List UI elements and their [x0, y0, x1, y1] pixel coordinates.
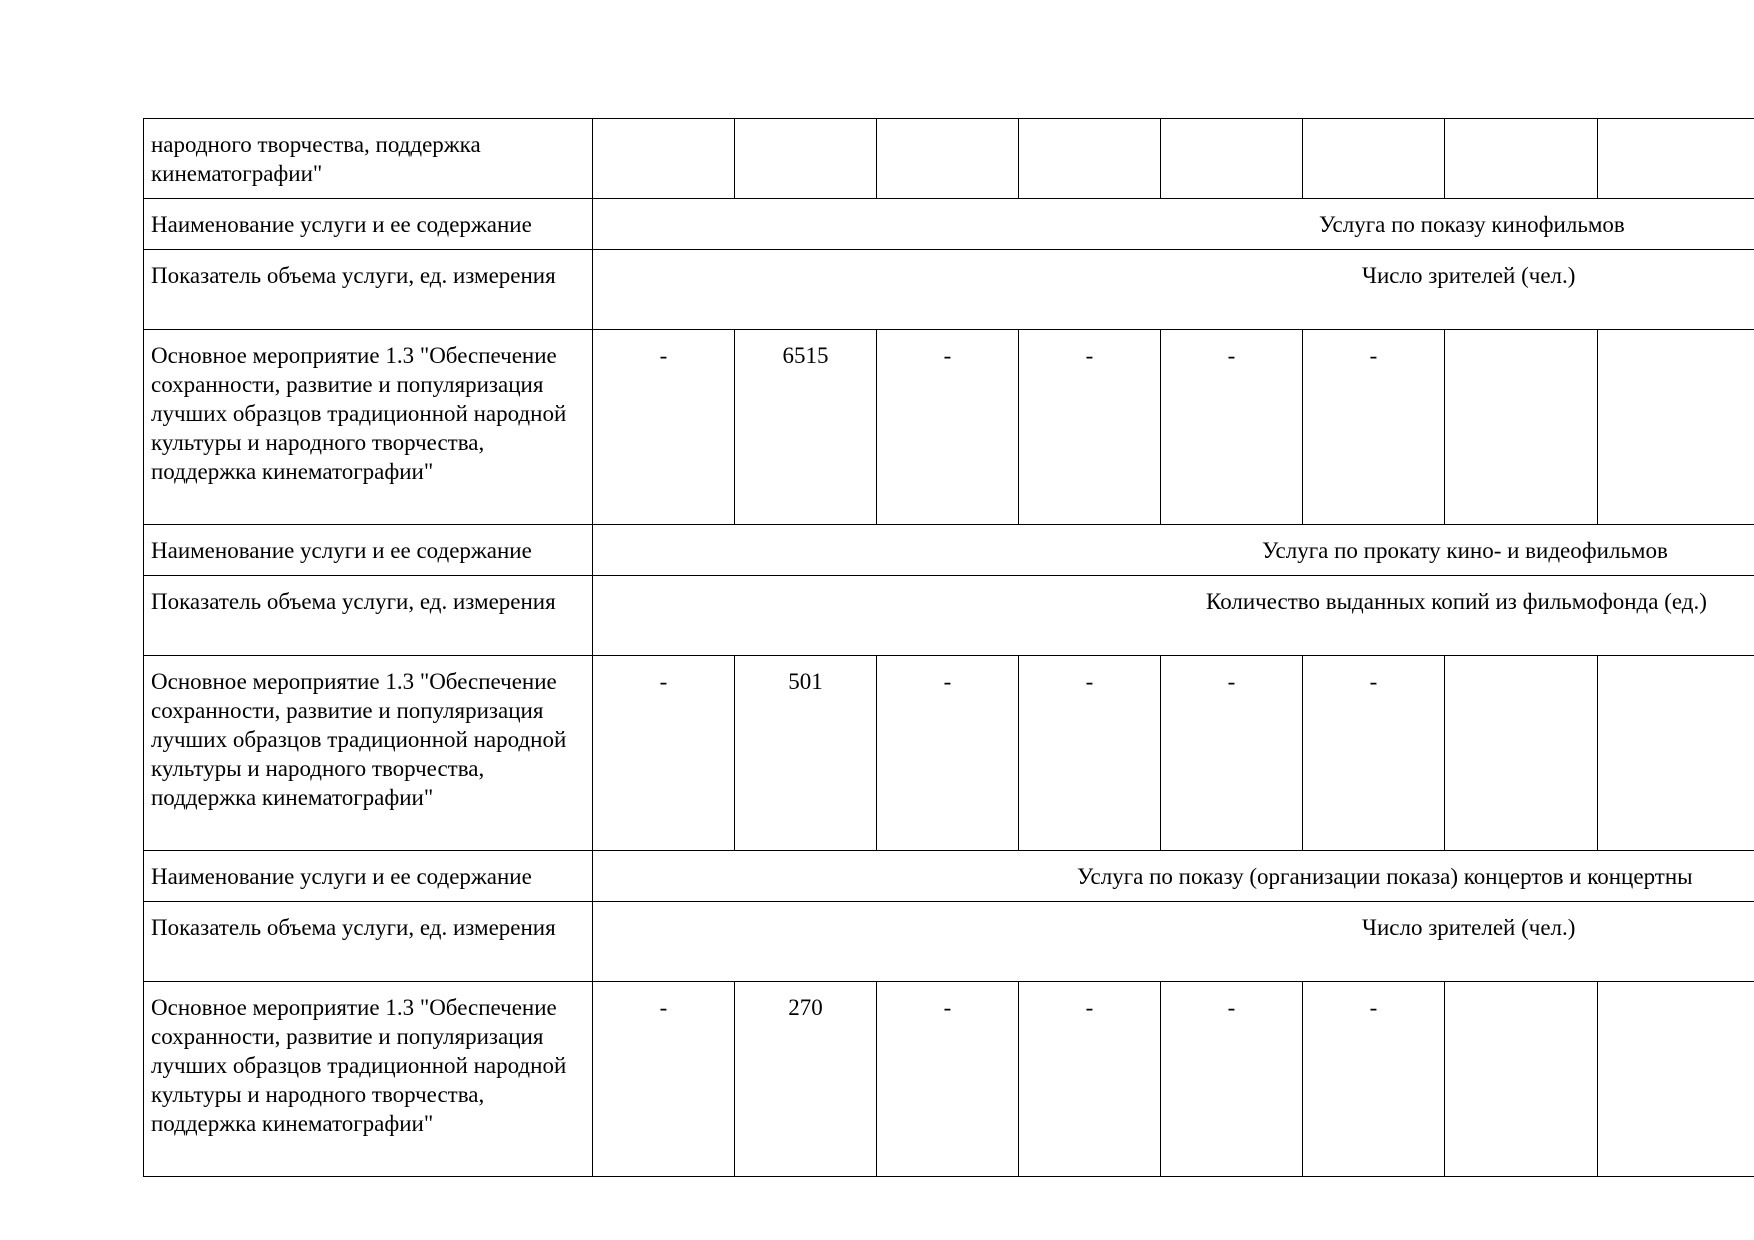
value-cell: - [1161, 330, 1303, 525]
indicator-label: Показатель объема услуги, ед. измерения [144, 576, 593, 656]
event-label: Основное мероприятие 1.3 "Обеспечение сохранности, развитие и популяризация лучших образцов традиционной народной культуры и народного творчества, поддержка кинематографии" [144, 656, 593, 851]
table-cell [1161, 119, 1303, 199]
table-row [144, 119, 1754, 199]
indicator-value: Количество выданных копий из фильмофонда (ед.) [593, 576, 1754, 656]
table-cell [735, 119, 877, 199]
event-row [144, 330, 1754, 525]
value-cell: - [1161, 656, 1303, 851]
value-cell: - [1019, 982, 1161, 1177]
event-row [144, 982, 1754, 1177]
value-cell [1445, 330, 1598, 525]
value-cell [1445, 656, 1598, 851]
value-cell: - [593, 982, 735, 1177]
value-cell: - [1161, 982, 1303, 1177]
table-cell [877, 119, 1019, 199]
service-value: Услуга по показу кинофильмов [593, 199, 1754, 250]
event-label: Основное мероприятие 1.3 "Обеспечение сохранности, развитие и популяризация лучших образцов традиционной народной культуры и народного творчества, поддержка кинематографии" [144, 330, 593, 525]
service-label: Наименование услуги и ее содержание [144, 525, 593, 576]
value-cell: - [877, 330, 1019, 525]
table-cell [1019, 119, 1161, 199]
indicator-row [144, 902, 1754, 982]
indicator-row [144, 576, 1754, 656]
row-label: народного творчества, поддержка кинематографии" [144, 119, 593, 199]
program-services-table [143, 118, 1754, 1177]
event-row [144, 656, 1754, 851]
service-value: Услуга по показу (организации показа) концертов и концертны [593, 851, 1754, 902]
value-cell: - [1303, 330, 1445, 525]
indicator-value: Число зрителей (чел.) [593, 902, 1754, 982]
service-label: Наименование услуги и ее содержание [144, 199, 593, 250]
indicator-label: Показатель объема услуги, ед. измерения [144, 250, 593, 330]
document-table-container [143, 118, 1754, 1178]
service-value: Услуга по прокату кино- и видеофильмов [593, 525, 1754, 576]
event-label: Основное мероприятие 1.3 "Обеспечение сохранности, развитие и популяризация лучших образцов традиционной народной культуры и народного творчества, поддержка кинематографии" [144, 982, 593, 1177]
table-cell [593, 119, 735, 199]
value-cell: - [877, 982, 1019, 1177]
value-cell: - [877, 656, 1019, 851]
value-cell: 6515 [735, 330, 877, 525]
service-name-row [144, 525, 1754, 576]
value-cell [1598, 330, 1754, 525]
value-cell [1445, 982, 1598, 1177]
indicator-value: Число зрителей (чел.) [593, 250, 1754, 330]
value-cell: - [1019, 656, 1161, 851]
value-cell [1598, 982, 1754, 1177]
service-label: Наименование услуги и ее содержание [144, 851, 593, 902]
table-cell [1445, 119, 1598, 199]
value-cell [1598, 656, 1754, 851]
value-cell: - [593, 330, 735, 525]
value-cell: - [593, 656, 735, 851]
value-cell: - [1303, 982, 1445, 1177]
table-cell [1303, 119, 1445, 199]
service-name-row [144, 199, 1754, 250]
value-cell: 270 [735, 982, 877, 1177]
table-cell [1598, 119, 1754, 199]
indicator-label: Показатель объема услуги, ед. измерения [144, 902, 593, 982]
service-name-row [144, 851, 1754, 902]
value-cell: - [1303, 656, 1445, 851]
value-cell: - [1019, 330, 1161, 525]
indicator-row [144, 250, 1754, 330]
value-cell: 501 [735, 656, 877, 851]
